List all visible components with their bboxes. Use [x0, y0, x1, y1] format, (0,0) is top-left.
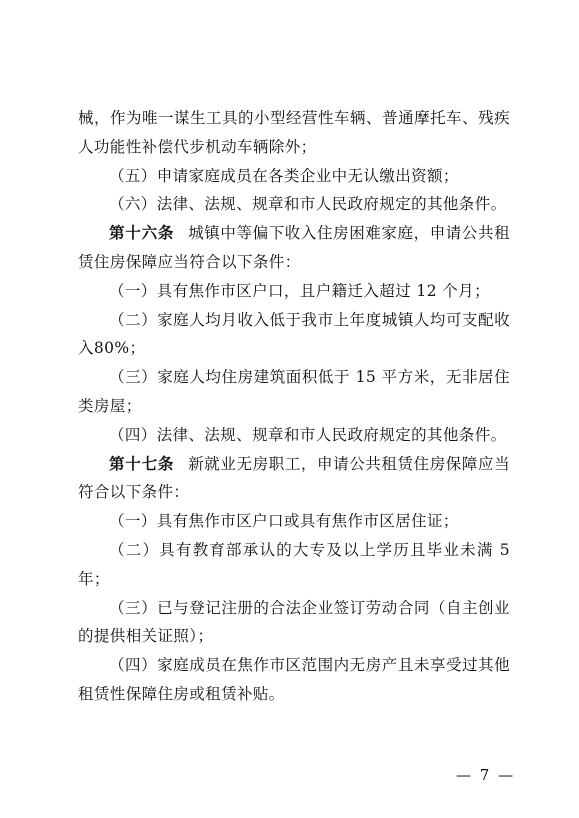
- article-number: 第十七条: [109, 454, 175, 473]
- paragraph-continuation: 械，作为唯一谋生工具的小型经营性车辆、普通摩托车、残疾人功能性补偿代步机动车辆除外；: [78, 109, 510, 156]
- list-item: （三）已与登记注册的合法企业签订劳动合同（自主创业的提供相关证照）；: [78, 598, 510, 646]
- article-text: 新就业无房职工，申请公共租赁住房保障应当符合以下条件：: [78, 454, 510, 502]
- article-seventeen: [78, 450, 510, 508]
- page-number: — 7 —: [456, 766, 516, 784]
- list-item: （四）家庭成员在焦作市区范围内无房产且未享受过其他租赁性保障住房或租赁补贴。: [78, 656, 510, 703]
- list-item: （二）家庭人均月收入低于我市上年度城镇人均可支配收入80%；: [78, 310, 510, 358]
- list-item: （四）法律、法规、规章和市人民政府规定的其他条件。: [109, 425, 507, 444]
- list-item: （五）申请家庭成员在各类企业中无认缴出资额；: [109, 166, 459, 185]
- document-body: [78, 104, 510, 709]
- article-number: 第十六条: [109, 224, 175, 243]
- list-item: （三）家庭人均住房建筑面积低于 15 平方米，无非居住类房屋；: [78, 368, 510, 415]
- list-item: （六）法律、法规、规章和市人民政府规定的其他条件。: [109, 195, 507, 214]
- list-item: （一）具有焦作市区户口，且户籍迁入超过 12 个月；: [109, 281, 490, 300]
- article-sixteen: [78, 219, 510, 277]
- list-item: （二）具有教育部承认的大专及以上学历且毕业未满 5 年；: [78, 540, 510, 588]
- article-text: 城镇中等偏下收入住房困难家庭，申请公共租赁住房保障应当符合以下条件：: [78, 224, 510, 271]
- list-item: （一）具有焦作市区户口或具有焦作市区居住证；: [109, 512, 459, 531]
